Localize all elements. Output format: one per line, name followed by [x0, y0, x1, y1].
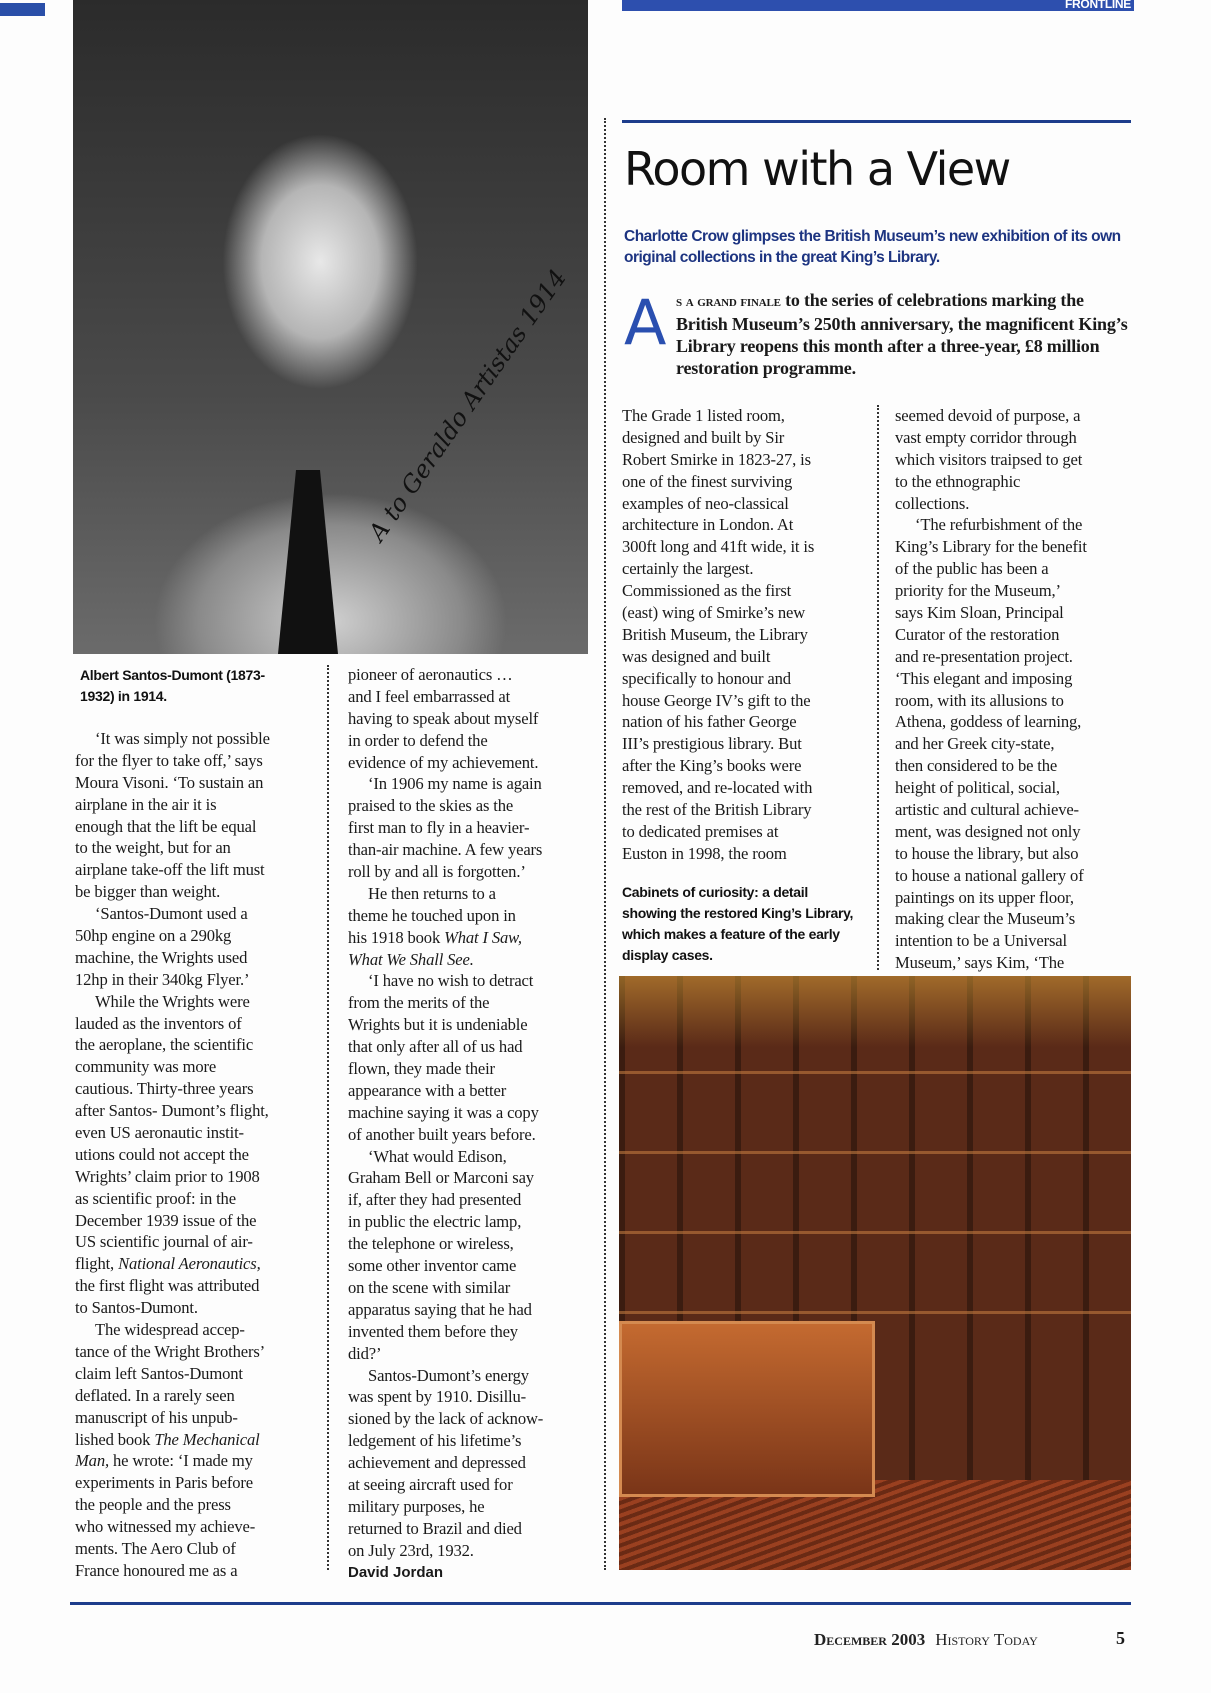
line-text: airplane in the air it is [75, 794, 217, 814]
text-line [348, 1365, 588, 1387]
line-text: the first flight was attributed [75, 1276, 260, 1296]
text-line [895, 930, 1135, 952]
line-text: ledgement of his lifetime’s [348, 1431, 522, 1451]
text-line [75, 1210, 315, 1232]
line-text: Robert Smirke in 1823-27, is [622, 449, 811, 469]
text-line [75, 1516, 315, 1538]
text-line [622, 799, 862, 821]
text-line [348, 1211, 588, 1233]
line-text: flight, [75, 1254, 119, 1274]
line-text: priority for the Museum,’ [895, 581, 1061, 601]
text-line [348, 1102, 588, 1124]
line-text: vast empty corridor through [895, 427, 1077, 447]
line-text: as scientific proof: in the [75, 1188, 236, 1208]
line-text: the people and the press [75, 1495, 231, 1515]
text-line [75, 772, 315, 794]
line-text: was designed and built [622, 646, 771, 666]
text-line [895, 668, 1135, 690]
text-line [75, 1538, 315, 1560]
text-line [75, 925, 315, 947]
line-text: evidence of my achievement. [348, 752, 539, 772]
line-text: was spent by 1910. Disillu- [348, 1387, 527, 1407]
line-text: room, with its allusions to [895, 690, 1064, 710]
line-text: King’s Library for the benefit [895, 537, 1087, 557]
line-text: after Santos- Dumont’s flight, [75, 1101, 269, 1121]
line-text: lished book [75, 1429, 155, 1449]
shelf [619, 1071, 1131, 1074]
title-rule [622, 120, 1131, 123]
text-line [75, 969, 315, 991]
page-number: 5 [1116, 1628, 1125, 1648]
text-line [348, 1255, 588, 1277]
line-text: ‘In 1906 my name is again [368, 774, 542, 794]
line-text: who witnessed my achieve- [75, 1517, 256, 1537]
text-line [348, 1452, 588, 1474]
line-text: on the scene with similar [348, 1277, 511, 1297]
line-text: sioned by the lack of acknow- [348, 1409, 544, 1429]
text-line [895, 690, 1135, 712]
text-line [895, 471, 1135, 493]
footer-publication: History Today [935, 1630, 1038, 1649]
text-line [622, 514, 862, 536]
text-line [895, 602, 1135, 624]
text-line [895, 777, 1135, 799]
line-text: The Grade 1 listed room, [622, 406, 785, 425]
line-text: Athena, goddess of learning, [895, 712, 1082, 732]
section-header-bar [622, 0, 1134, 11]
line-text: airplane take-off the lift must [75, 860, 265, 880]
text-line [75, 991, 315, 1013]
line-text: III’s prestigious library. But [622, 734, 802, 754]
line-text: in public the electric lamp, [348, 1212, 522, 1232]
line-text: Commissioned as the first [622, 581, 792, 601]
portrait-photo [73, 0, 588, 654]
line-text: Museum,’ says Kim, ‘The [895, 953, 1065, 973]
text-line [348, 1474, 588, 1496]
line-text: utions could not accept the [75, 1144, 249, 1164]
line-text: making clear the Museum’s [895, 909, 1076, 929]
text-line [348, 730, 588, 752]
display-case [619, 1321, 875, 1497]
line-text: his 1918 book [348, 927, 445, 947]
italic-title: National Aeronautics, [118, 1254, 261, 1274]
line-text: praised to the skies as the [348, 796, 514, 816]
text-line [622, 558, 862, 580]
italic-title: Man, [75, 1451, 109, 1471]
line-text: lauded as the inventors of [75, 1013, 242, 1033]
text-line [622, 427, 862, 449]
line-text: to Santos-Dumont. [75, 1298, 198, 1318]
line-text: paintings on its upper floor, [895, 887, 1074, 907]
line-text: specifically to honour and [622, 668, 791, 688]
text-line [348, 1540, 588, 1562]
line-text: experiments in Paris before [75, 1473, 253, 1493]
line-text: some other inventor came [348, 1256, 517, 1276]
sidebar-left-column [75, 728, 315, 1582]
text-line [75, 947, 315, 969]
line-text: the aeroplane, the scientific [75, 1035, 254, 1055]
line-text: even US aeronautic instit- [75, 1123, 244, 1143]
text-line [348, 1014, 588, 1036]
text-line [75, 728, 315, 750]
lead-smallcaps: s a grand finale [676, 293, 781, 310]
text-line [348, 795, 588, 817]
text-line [75, 816, 315, 838]
section-label: FRONTLINE [1065, 0, 1131, 11]
line-text: one of the finest surviving [622, 471, 793, 491]
line-text: intention to be a Universal [895, 931, 1067, 951]
line-text: having to speak about myself [348, 708, 539, 728]
text-line [895, 493, 1135, 515]
column-divider [327, 665, 329, 1570]
text-line [622, 646, 862, 668]
line-text: pioneer of aeronautics … [348, 665, 513, 684]
text-line [75, 1144, 315, 1166]
text-line [348, 1146, 588, 1168]
text-line [75, 1078, 315, 1100]
italic-title: The Mechanical [154, 1429, 260, 1449]
line-text: roll by and all is forgotten.’ [348, 862, 526, 882]
line-text: than-air machine. A few years [348, 840, 543, 860]
line-text: did?’ [348, 1343, 382, 1363]
line-text: Wrights’ claim prior to 1908 [75, 1166, 260, 1186]
text-line [622, 821, 862, 843]
line-text: appearance with a better [348, 1080, 507, 1100]
text-line [348, 1343, 588, 1365]
text-line [622, 580, 862, 602]
line-text: which visitors traipsed to get [895, 449, 1083, 469]
line-text: 300ft long and 41ft wide, it is [622, 537, 815, 557]
line-text: in order to defend the [348, 730, 488, 750]
text-line [75, 1231, 315, 1253]
line-text: invented them before they [348, 1321, 518, 1341]
line-text: ‘Santos-Dumont used a [95, 904, 248, 924]
text-line [348, 1189, 588, 1211]
line-text: Curator of the restoration [895, 624, 1060, 644]
shelf [619, 1151, 1131, 1154]
text-line [75, 1013, 315, 1035]
line-text: cautious. Thirty-three years [75, 1079, 254, 1099]
line-text: removed, and re-located with [622, 778, 813, 798]
text-line [75, 1363, 315, 1385]
line-text: ‘I have no wish to detract [368, 971, 534, 991]
line-text: claim left Santos-Dumont [75, 1363, 243, 1383]
footer-rule [70, 1602, 1131, 1605]
line-text: Santos-Dumont’s energy [368, 1365, 529, 1385]
footer-credit [814, 1630, 1038, 1650]
text-line [348, 970, 588, 992]
line-text: British Museum, the Library [622, 624, 808, 644]
text-line [895, 624, 1135, 646]
line-text: returned to Brazil and died [348, 1518, 522, 1538]
line-text: and re-presentation project. [895, 646, 1073, 666]
line-text: Wrights but it is undeniable [348, 1015, 528, 1035]
line-text: and her Greek city-state, [895, 734, 1055, 754]
text-line [895, 733, 1135, 755]
text-line [895, 843, 1135, 865]
text-line [75, 1034, 315, 1056]
line-text: ‘The refurbishment of the [915, 515, 1083, 535]
line-text: ment, was designed not only [895, 821, 1081, 841]
shelf [619, 1311, 1131, 1314]
text-line [895, 646, 1135, 668]
line-text: if, after they had presented [348, 1190, 522, 1210]
text-line [75, 1122, 315, 1144]
line-text: examples of neo-classical [622, 493, 789, 513]
line-text: then considered to be the [895, 756, 1058, 776]
line-text: 12hp in their 340kg Flyer.’ [75, 969, 250, 989]
text-line [75, 1297, 315, 1319]
text-line [895, 799, 1135, 821]
line-text: Euston in 1998, the room [622, 843, 787, 863]
edge-tab [0, 3, 45, 16]
text-line [348, 1386, 588, 1408]
article-column-2 [895, 405, 1135, 974]
line-text: he wrote: ‘I made my [108, 1451, 253, 1471]
text-line [75, 1341, 315, 1363]
line-text: machine, the Wrights used [75, 947, 248, 967]
line-text: apparatus saying that he had [348, 1299, 532, 1319]
text-line [622, 777, 862, 799]
line-text: at seeing aircraft used for [348, 1474, 513, 1494]
text-line [348, 708, 588, 730]
shelf [619, 1231, 1131, 1234]
text-line [895, 952, 1135, 974]
line-text: to the ethnographic [895, 471, 1021, 491]
text-line [622, 449, 862, 471]
text-line [75, 881, 315, 903]
article-lead [676, 289, 1134, 379]
line-text: achievement and depressed [348, 1453, 526, 1473]
line-text: While the Wrights were [95, 991, 250, 1011]
line-text: from the merits of the [348, 993, 490, 1013]
text-line [348, 773, 588, 795]
text-line [622, 690, 862, 712]
text-line [622, 843, 862, 865]
line-text: community was more [75, 1057, 217, 1077]
text-line [348, 1233, 588, 1255]
text-line [622, 471, 862, 493]
line-text: ments. The Aero Club of [75, 1538, 236, 1558]
text-line [622, 755, 862, 777]
sidebar-byline: David Jordan [348, 1564, 444, 1581]
text-line [895, 711, 1135, 733]
text-line [348, 1299, 588, 1321]
text-line [75, 1450, 315, 1472]
text-line [895, 821, 1135, 843]
italic-title: What We Shall See. [348, 949, 474, 969]
line-text: December 1939 issue of the [75, 1210, 257, 1230]
line-text: He then returns to a [368, 883, 496, 903]
article-title: Room with a View [624, 142, 1010, 196]
text-line [75, 750, 315, 772]
line-text: and I feel embarrassed at [348, 686, 511, 706]
text-line [75, 1472, 315, 1494]
line-text: after the King’s books were [622, 756, 802, 776]
line-text: artistic and cultural achieve- [895, 800, 1079, 820]
line-text: nation of his father George [622, 712, 797, 732]
text-line [895, 580, 1135, 602]
kings-library-photo [619, 976, 1131, 1570]
text-line [622, 624, 862, 646]
text-line [75, 1275, 315, 1297]
line-text: the rest of the British Library [622, 800, 812, 820]
line-text: machine saying it was a copy [348, 1102, 539, 1122]
line-text: military purposes, he [348, 1496, 485, 1516]
library-photo-caption: Cabinets of curiosity: a detail showing the restored King’s Library, which makes a feature of the early display cases. [622, 884, 854, 963]
line-text: flown, they made their [348, 1059, 495, 1079]
text-line [75, 1319, 315, 1341]
footer-date: December 2003 [814, 1630, 926, 1649]
line-text: (east) wing of Smirke’s new [622, 603, 806, 623]
text-line [895, 755, 1135, 777]
text-line [895, 514, 1135, 536]
text-line [895, 449, 1135, 471]
text-line [348, 839, 588, 861]
text-line [75, 903, 315, 925]
text-line [348, 927, 588, 949]
line-text: the telephone or wireless, [348, 1234, 514, 1254]
line-text: designed and built by Sir [622, 427, 785, 447]
line-text: on July 23rd, 1932. [348, 1540, 474, 1560]
line-text: first man to fly in a heavier- [348, 818, 530, 838]
text-line [622, 493, 862, 515]
section-divider [604, 118, 606, 1570]
line-text: ‘What would Edison, [368, 1146, 507, 1166]
line-text: to dedicated premises at [622, 821, 779, 841]
text-line [622, 711, 862, 733]
text-line [75, 1407, 315, 1429]
line-text: collections. [895, 493, 970, 513]
line-text: ‘It was simply not possible [95, 729, 270, 748]
text-line [895, 908, 1135, 930]
line-text: ‘This elegant and imposing [895, 668, 1073, 688]
line-text: Moura Visoni. ‘To sustain an [75, 772, 264, 792]
line-text: deflated. In a rarely seen [75, 1385, 235, 1405]
text-line [895, 405, 1135, 427]
text-line [895, 887, 1135, 909]
article-standfirst: Charlotte Crow glimpses the British Museum’s new exhibition of its own original collections in the great King’s Library. [624, 228, 1121, 266]
article-column-1 [622, 405, 862, 865]
text-line [348, 992, 588, 1014]
text-line [348, 1124, 588, 1146]
text-line [348, 1080, 588, 1102]
portrait-signature: A to Geraldo Artistas 1914 [363, 264, 572, 547]
line-text: that only after all of us had [348, 1037, 523, 1057]
text-line [348, 1408, 588, 1430]
line-text: of the public has been a [895, 559, 1049, 579]
line-text: seemed devoid of purpose, a [895, 406, 1081, 425]
line-text: 50hp engine on a 290kg [75, 926, 232, 946]
text-line [348, 817, 588, 839]
text-line [75, 1253, 315, 1275]
line-text: be bigger than weight. [75, 882, 221, 902]
line-text: manuscript of his unpub- [75, 1407, 238, 1427]
text-line [75, 1056, 315, 1078]
sidebar-middle-column [348, 664, 588, 1562]
text-line [348, 1277, 588, 1299]
text-line [895, 865, 1135, 887]
text-line [75, 1494, 315, 1516]
text-line [75, 1100, 315, 1122]
text-line [75, 837, 315, 859]
text-line [348, 861, 588, 883]
text-line [348, 949, 588, 971]
text-line [75, 1166, 315, 1188]
lead-text: to the series of celebrations marking the British Museum’s 250th anniversary, the magnificent King’s Library reopens this month after a three-year, £8 million restoration programme. [676, 290, 1128, 378]
text-line [622, 602, 862, 624]
text-line [75, 859, 315, 881]
text-line [622, 668, 862, 690]
text-line [622, 733, 862, 755]
line-text: to house a national gallery of [895, 865, 1084, 885]
italic-title: What I Saw, [444, 927, 522, 947]
text-line [75, 1560, 315, 1582]
text-line [348, 1496, 588, 1518]
text-line [348, 1518, 588, 1540]
text-line [348, 1321, 588, 1343]
line-text: France honoured me as a [75, 1560, 238, 1580]
text-line [348, 1058, 588, 1080]
text-line [75, 1188, 315, 1210]
line-text: for the flyer to take off,’ says [75, 750, 263, 770]
drop-cap: A [624, 286, 667, 359]
text-line [895, 427, 1135, 449]
line-text: says Kim Sloan, Principal [895, 603, 1064, 623]
line-text: to house the library, but also [895, 843, 1079, 863]
text-line [895, 558, 1135, 580]
portrait-caption: Albert Santos-Dumont (1873-1932) in 1914. [80, 667, 265, 704]
line-text: theme he touched upon in [348, 905, 516, 925]
line-text: architecture in London. At [622, 515, 794, 535]
text-line [622, 405, 862, 427]
text-line [348, 1167, 588, 1189]
text-line [75, 794, 315, 816]
line-text: to the weight, but for an [75, 838, 231, 858]
line-text: tance of the Wright Brothers’ [75, 1341, 266, 1361]
text-line [348, 883, 588, 905]
line-text: The widespread accep- [95, 1320, 245, 1340]
line-text: certainly the largest. [622, 559, 754, 579]
text-line [348, 1430, 588, 1452]
line-text: US scientific journal of air- [75, 1232, 253, 1252]
text-line [895, 536, 1135, 558]
text-line [622, 536, 862, 558]
text-line [348, 752, 588, 774]
text-line [348, 664, 588, 686]
text-line [348, 686, 588, 708]
text-line [348, 905, 588, 927]
portrait-tie [278, 470, 338, 654]
line-text: of another built years before. [348, 1124, 536, 1144]
text-line [75, 1385, 315, 1407]
text-line [348, 1036, 588, 1058]
line-text: height of political, social, [895, 778, 1060, 798]
line-text: house George IV’s gift to the [622, 690, 811, 710]
column-divider [877, 405, 879, 970]
line-text: enough that the lift be equal [75, 816, 257, 836]
text-line [75, 1429, 315, 1451]
line-text: Graham Bell or Marconi say [348, 1168, 534, 1188]
